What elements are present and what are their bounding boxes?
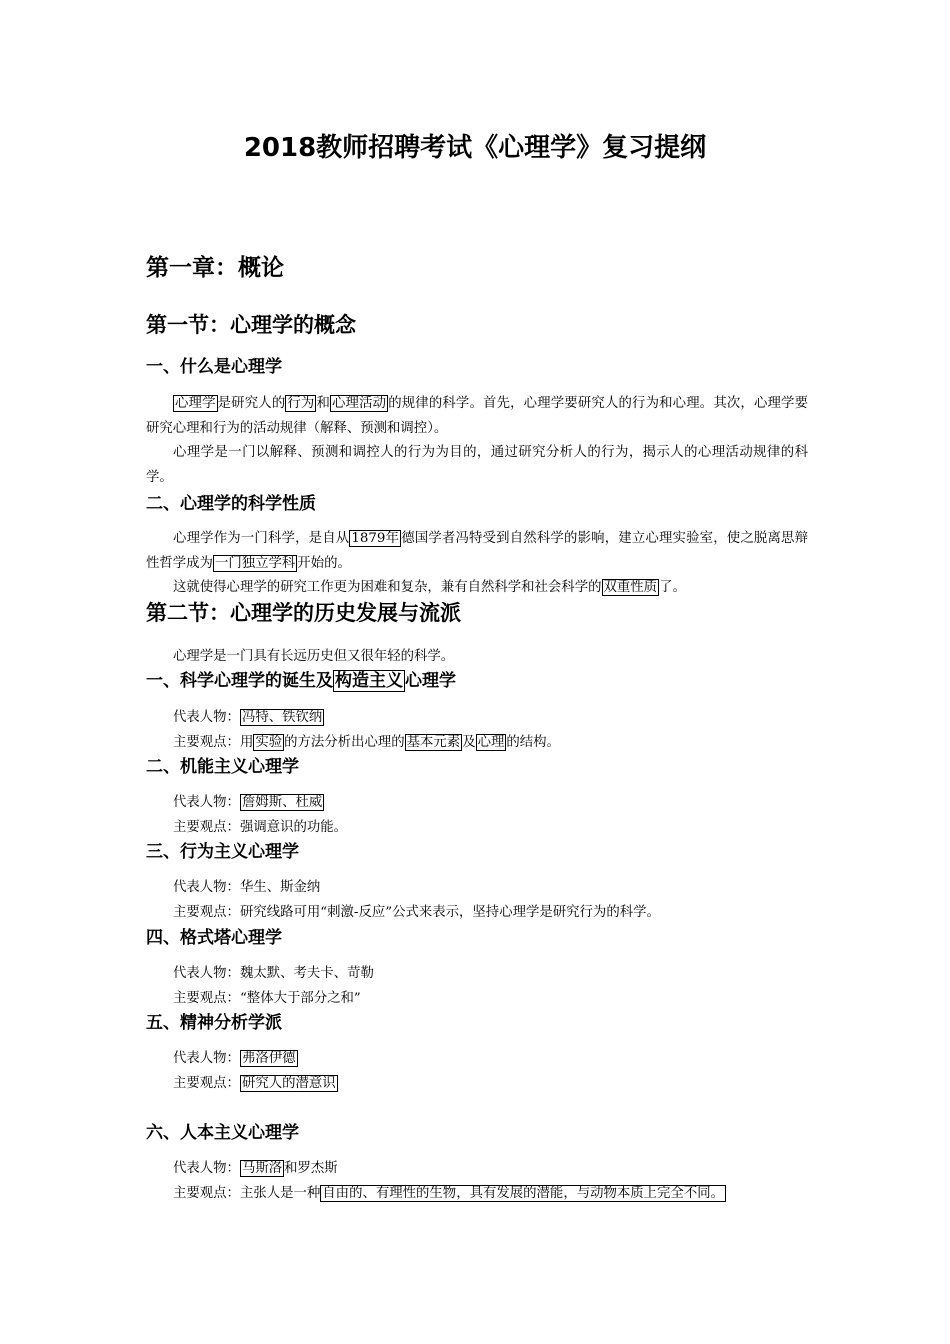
representatives-line: 代表人物： 马斯洛 和罗杰斯: [173, 1161, 338, 1176]
boxed-term: 冯特、铁钦纳: [241, 710, 323, 725]
section-heading-2: 第二节：心理学的历史发展与流派: [146, 601, 461, 625]
school-heading-behaviorism: 三、行为主义心理学: [146, 842, 299, 862]
boxed-term: 一门独立学科: [214, 555, 296, 571]
boxed-term: 詹姆斯、杜威: [241, 795, 323, 810]
boxed-term: 双重性质: [603, 580, 658, 595]
boxed-term: 研究人的潜意识: [241, 1076, 336, 1091]
school-heading-structuralism: 一、科学心理学的诞生及 构造主义 心理学: [146, 671, 456, 691]
representatives-line: 代表人物： 弗洛伊德: [173, 1051, 296, 1066]
boxed-term: 实验: [255, 735, 283, 750]
paragraph-dual-nature: 这就使得心理学的研究工作更为困难和复杂，兼有自然科学和社会科学的 双重性质 了。: [173, 580, 686, 595]
boxed-term: 构造主义: [335, 671, 403, 691]
school-heading-functionalism: 二、机能主义心理学: [146, 757, 299, 777]
boxed-term: 心理活动: [332, 396, 387, 411]
subsection-heading-nature: 二、心理学的科学性质: [146, 494, 316, 514]
representatives-line: 代表人物： 冯特、铁钦纳: [173, 710, 323, 725]
main-view-line: 主要观点：强调意识的功能。: [173, 820, 348, 835]
paragraph-history: 心理学作为一门科学，是自从 1879年 德国学者冯特受到自然科学的影响，建立心理实验室，使之脱离思辩性哲学成为 一门独立学科 开始的。: [146, 531, 809, 571]
boxed-term: 行为: [287, 396, 315, 411]
representatives-line: 代表人物：华生、斯金纳: [173, 880, 321, 895]
boxed-term: 基本元素: [406, 735, 461, 750]
paragraph-purpose: 心理学是一门以解释、预测和调控人的行为为目的，通过研究分析人的行为，揭示人的心理活动规律的科学。: [146, 445, 808, 485]
boxed-term: 弗洛伊德: [241, 1051, 296, 1066]
boxed-term: 心理: [477, 735, 505, 750]
boxed-term: 自由的、有理性的生物，具有发展的潜能，与动物本质上完全不同。: [322, 1186, 725, 1201]
main-view-line: 主要观点：主张人是一种 自由的、有理性的生物，具有发展的潜能，与动物本质上完全不同。: [173, 1186, 725, 1201]
school-heading-psychoanalysis: 五、精神分析学派: [146, 1013, 282, 1033]
boxed-term: 马斯洛: [241, 1161, 283, 1176]
section-heading-1: 第一节：心理学的概念: [146, 313, 356, 337]
boxed-term: 心理学: [175, 396, 216, 411]
paragraph-definition: 心理学 是研究人的 行为 和 心理活动 的规律的科学。首先，心理学要研究人的行为和心理。其次，心理学要研究心理和行为的活动规律（解释、预测和调控）。: [146, 396, 808, 436]
document-title: 2018教师招聘考试《心理学》复习提纲: [243, 133, 707, 163]
main-view-line: 主要观点：研究线路可用“刺激-反应”公式来表示，坚持心理学是研究行为的科学。: [173, 905, 660, 920]
boxed-term: 1879年: [351, 531, 400, 546]
school-heading-humanism: 六、人本主义心理学: [146, 1123, 299, 1143]
subsection-heading-what-is: 一、什么是心理学: [146, 357, 282, 377]
school-heading-gestalt: 四、格式塔心理学: [146, 928, 282, 948]
representatives-line: 代表人物： 詹姆斯、杜威: [173, 795, 323, 810]
main-view-line: 主要观点：用 实验 的方法分析出心理的 基本元素 及 心理 的结构。: [173, 735, 560, 750]
chapter-heading: 第一章：概论: [146, 255, 284, 281]
main-view-line: 主要观点：“整体大于部分之和”: [173, 991, 361, 1006]
section2-intro: 心理学是一门具有长远历史但又很年轻的科学。: [173, 649, 455, 664]
main-view-line: 主要观点： 研究人的潜意识: [173, 1076, 336, 1091]
representatives-line: 代表人物：魏太默、考夫卡、苛勒: [173, 966, 374, 981]
